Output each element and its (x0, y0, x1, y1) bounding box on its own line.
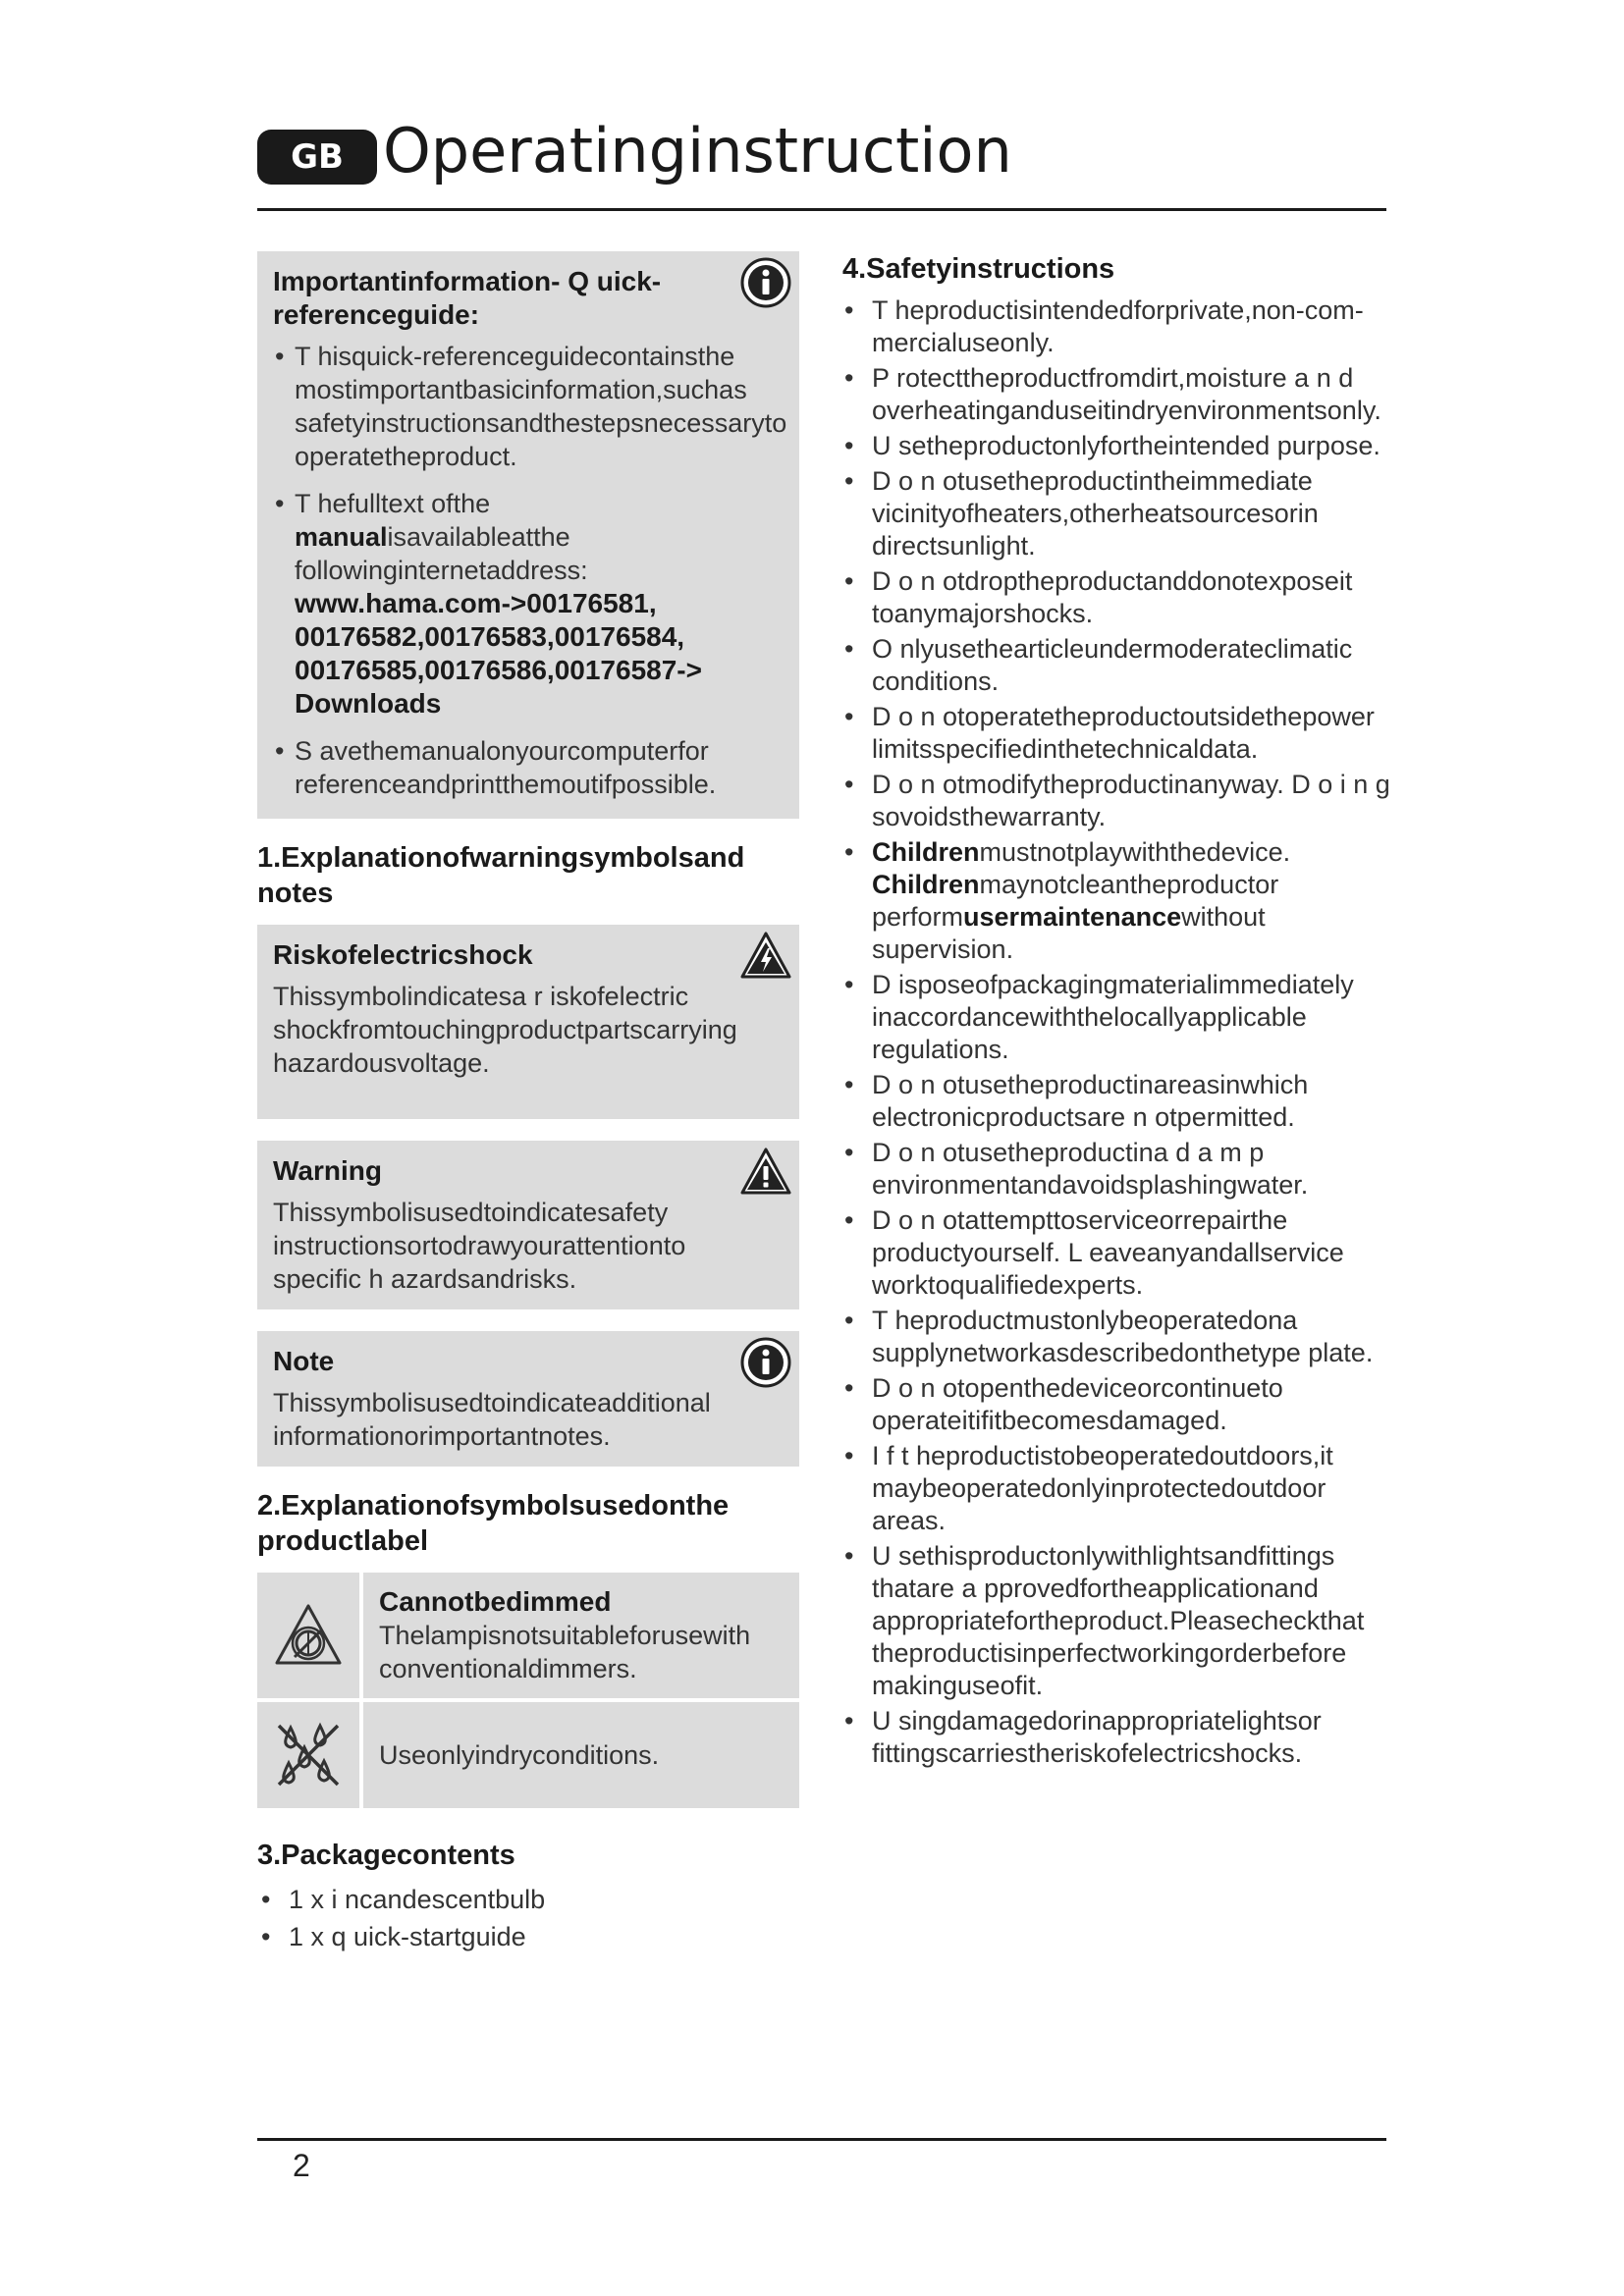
info-box-title: Importantinformation- Q uick- referenceguide: (273, 266, 662, 330)
important-info-box (257, 251, 799, 819)
language-badge: GB (257, 130, 377, 185)
page-number: 2 (293, 2148, 310, 2183)
section-heading-package-contents: 3.Packagecontents (257, 1840, 515, 1871)
safety-instructions-list (842, 294, 1392, 1770)
warning-box (257, 1141, 799, 1309)
box-title: Note (273, 1346, 335, 1376)
section-heading-product-label: 2.Explanationofsymbolsusedonthe productlabel (257, 1490, 730, 1557)
list-item: • D o n otusetheproductintheimmediate vicinityofheaters,otherheatsourcesorin directsunlight. (842, 465, 1392, 562)
footer-divider (257, 2138, 1386, 2141)
box-text: Thissymbolindicatesa r iskofelectric shockfromtouchingproductpartscarrying hazardousvoltage. (273, 982, 737, 1078)
symbol-title: Cannotbedimmed (379, 1586, 612, 1617)
page-header (257, 108, 1386, 210)
electric-shock-box (257, 925, 799, 1119)
note-box (257, 1331, 799, 1467)
package-contents-list (257, 1881, 799, 1955)
list-item: • P rotecttheproductfromdirt,moisture a n d overheatinganduseitindryenvironmentsonly. (842, 362, 1392, 427)
list-item: • U setheproductonlyfortheintended purpose. (842, 430, 1392, 462)
no-dimmer-icon (271, 1598, 346, 1673)
list-item: • D o n otmodifytheproductinanyway. D o i n g sovoidsthewarranty. (842, 769, 1392, 833)
box-title: Riskofelectricshock (273, 939, 533, 970)
list-item: • T hisquick-referenceguidecontainsthe mostimportantbasicinformation,suchas safetyinstructionsandthestepsnecessaryto operatetheproduct. (273, 340, 742, 473)
list-item: • I f t heproductistobeoperatedoutdoors,it maybeoperatedonlyinprotectedoutdoor areas. (842, 1440, 1392, 1537)
info-box-list (273, 340, 787, 801)
manual-emphasis: manual (295, 522, 388, 552)
list-item: • 1 x i ncandescentbulb (257, 1881, 799, 1918)
list-item: • D o n otoperatetheproductoutsidethepower limitsspecifiedinthetechnicaldata. (842, 701, 1392, 766)
list-item: • U singdamagedorinappropriatelightsor fittingscarriestheriskofelectricshocks. (842, 1705, 1392, 1770)
symbol-text-cell (363, 1573, 799, 1698)
list-item: • O nlyusethearticleundermoderateclimatic conditions. (842, 633, 1392, 698)
symbol-description: Thelampisnotsuitableforusewith conventionaldimmers. (379, 1621, 751, 1683)
right-column (842, 251, 1392, 1773)
section-heading-safety: 4.Safetyinstructions (842, 253, 1115, 285)
symbol-icon-cell (257, 1573, 363, 1698)
list-item: • D o n otattempttoserviceorrepairthe productyourself. L eaveanyandallservice worktoqualifiedexperts. (842, 1204, 1392, 1302)
list-item: • D o n otusetheproductina d a m p environmentandavoidsplashingwater. (842, 1137, 1392, 1201)
header-divider (257, 208, 1386, 211)
section-heading-warning-symbols: 1.Explanationofwarningsymbolsand notes (257, 842, 745, 909)
left-column (257, 251, 799, 1955)
warning-triangle-icon (740, 1147, 791, 1198)
list-item: • D o n otusetheproductinareasinwhich electronicproductsare n otpermitted. (842, 1069, 1392, 1134)
box-text: Thissymbolisusedtoindicateadditional informationorimportantnotes. (273, 1388, 711, 1451)
list-item: • D o n otopenthedeviceorcontinueto operateitifitbecomesdamaged. (842, 1372, 1392, 1437)
page-title: Operatinginstruction (383, 115, 1012, 187)
electric-shock-warning-icon (740, 931, 791, 982)
dry-conditions-only-icon (271, 1718, 346, 1792)
list-item: • T heproductisintendedforprivate,non-com- mercialuseonly. (842, 294, 1392, 359)
list-item: • 1 x q uick-startguide (257, 1918, 799, 1955)
symbol-table (257, 1573, 799, 1808)
box-text: Thissymbolisusedtoindicatesafety instructionsortodrawyourattentionto specific h azardsandrisks. (273, 1198, 686, 1294)
list-item: • Childrenmustnotplaywiththedevice. Childrenmaynotcleantheproductor performusermaintenancewithout supervision. (842, 836, 1392, 966)
list-item: • T heproductmustonlybeoperatedona supplynetworkasdescribedonthetype plate. (842, 1305, 1392, 1369)
list-item: • S avethemanualonyourcomputerfor referenceandprintthemoutifpossible. (273, 734, 742, 801)
box-title: Warning (273, 1155, 382, 1186)
symbol-text-cell (363, 1702, 799, 1808)
symbol-row (257, 1573, 799, 1698)
symbol-row (257, 1702, 799, 1808)
list-item: • D isposeofpackagingmaterialimmediately inaccordancewiththelocallyapplicable regulations. (842, 969, 1392, 1066)
list-item: • T hefulltext ofthe manualisavailableatthe followinginternetaddress: www.hama.com->00176581, 00176582,00176583,00176584, 00176585,00176586,00176587-> Downloads (273, 487, 742, 721)
symbol-description: Useonlyindryconditions. (379, 1740, 660, 1770)
info-icon (740, 1337, 791, 1388)
info-icon (740, 257, 791, 308)
list-item: • U sethisproductonlywithlightsandfittings thatare a pprovedfortheapplicationand appropriatefortheproduct.Pleasecheckthat theproductisinperfectworkingorderbefore makinguseofit. (842, 1540, 1392, 1702)
list-item: • D o n otdroptheproductanddonotexposeit toanymajorshocks. (842, 565, 1392, 630)
download-address: www.hama.com->00176581, 00176582,00176583,00176584, 00176585,00176586,00176587-> Downloads (295, 588, 702, 719)
symbol-icon-cell (257, 1702, 363, 1808)
